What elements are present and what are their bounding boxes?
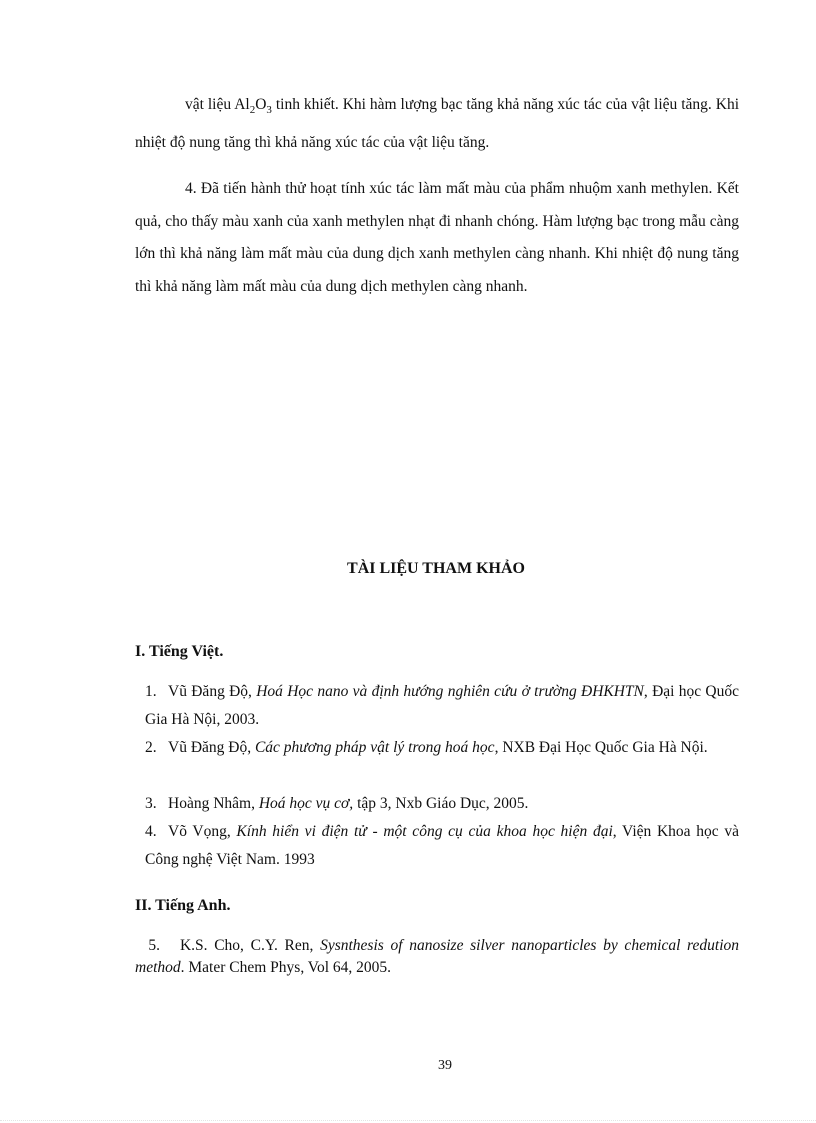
reference-item-1: 1. Vũ Đăng Độ, Hoá Học nano và định hướng nghiên cứu ở trường ĐHKHTN, Đại học Quốc Gia Hà Nội, 2003.: [145, 683, 739, 728]
reference-item-5: 5. K.S. Cho, C.Y. Ren, Sysnthesis of nanosize silver nanoparticles by chemical redution method. Mater Chem Phys, Vol 64, 2005.: [135, 937, 740, 976]
reference-item-4: 4. Võ Vọng, Kính hiển vi điện tử - một công cụ của khoa học hiện đại, Viện Khoa học và Công nghệ Việt Nam. 1993: [145, 823, 739, 868]
reference-item-3: 3. Hoàng Nhâm, Hoá học vụ cơ, tập 3, Nxb Giáo Dục, 2005.: [145, 795, 529, 812]
page-bottom-edge: [0, 1120, 816, 1121]
conclusion-point-3-continuation: vật liệu $Al_2O_3$ tinh khiết. Khi hàm lượng bạc tăng khả năng xúc tác của vật liệu tăng. Khi nhiệt độ nung tăng thì khả năng xúc tác của vật liệu tăng.: [135, 96, 740, 151]
conclusion-point-4: 4. Đã tiến hành thử hoạt tính xúc tác làm mất màu của phẩm nhuộm xanh methylen. Kết quả, cho thấy màu xanh của xanh methylen nhạt đi nhanh chóng. Hàm lượng bạc trong mẫu càng lớn thì khả năng làm mất màu của dung dịch xanh methylen càng nhanh. Khi nhiệt độ nung tăng thì khả năng làm mất màu của dung dịch methylen càng nhanh.: [135, 180, 739, 295]
reference-item-2: 2. Vũ Đăng Độ, Các phương pháp vật lý trong hoá học, NXB Đại Học Quốc Gia Hà Nội.: [145, 739, 708, 756]
references-title: TÀI LIỆU THAM KHẢO: [347, 560, 525, 577]
section-vietnamese: I. Tiếng Việt.: [135, 643, 224, 660]
page-number: 39: [438, 1058, 452, 1073]
section-english: II. Tiếng Anh.: [135, 897, 231, 914]
